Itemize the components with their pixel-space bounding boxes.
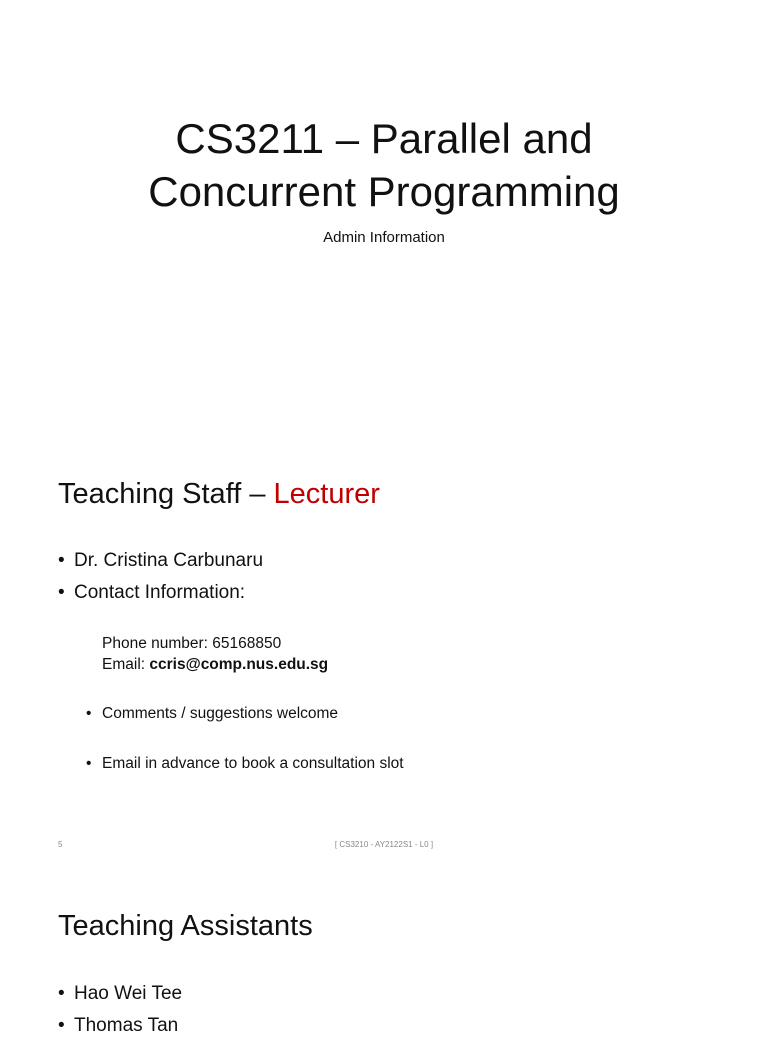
comments-bullet: • Comments / suggestions welcome [86, 705, 338, 723]
lecturer-slide [0, 430, 768, 860]
slide-subtitle: Admin Information [323, 229, 445, 246]
ta-bullet: • Hao Wei Tee [58, 978, 182, 1010]
contact-block [102, 633, 328, 675]
lecturer-heading [58, 478, 380, 511]
phone-label: Phone number: [102, 635, 213, 652]
email-label: Email: [102, 656, 150, 673]
email-value: ccris@comp.nus.edu.sg [149, 656, 329, 673]
ta-slide [0, 860, 768, 1036]
page-number: 5 [58, 840, 63, 849]
title-slide [0, 0, 768, 430]
ta-heading: Teaching Assistants [58, 910, 313, 942]
footer-course-code: [ CS3210 - AY2122S1 - L0 ] [334, 840, 434, 849]
course-title-line-1: CS3211 – Parallel and [175, 115, 593, 162]
lecturer-heading-accent: Lecturer [273, 478, 380, 510]
lecturer-heading-prefix: Teaching Staff – [58, 478, 274, 510]
consultation-bullet: • Email in advance to book a consultation slot [86, 755, 404, 773]
comments-bullet-list [86, 705, 338, 723]
lecturer-bullet-list [58, 545, 263, 609]
email-row [102, 654, 328, 675]
consultation-bullet-list [86, 755, 404, 773]
phone-row [102, 633, 328, 654]
phone-value: 65168850 [212, 635, 282, 652]
contact-info-bullet: • Contact Information: [58, 577, 263, 609]
lecturer-name-bullet: • Dr. Cristina Carbunaru [58, 545, 263, 577]
ta-bullet: • Thomas Tan [58, 1010, 182, 1042]
course-title [0, 112, 768, 218]
course-title-line-2: Concurrent Programming [148, 168, 620, 215]
ta-bullet-list [58, 978, 182, 1042]
